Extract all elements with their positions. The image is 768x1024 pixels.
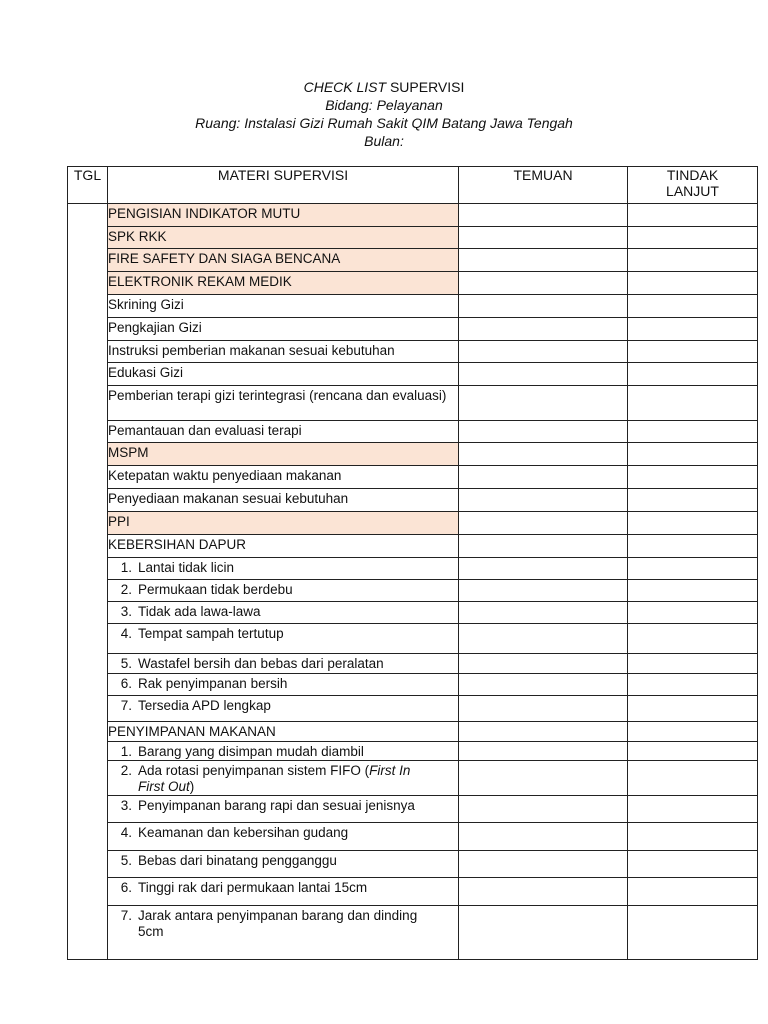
temuan-cell[interactable]	[459, 466, 628, 489]
table-row	[68, 696, 758, 722]
tindak-lanjut-cell[interactable]	[628, 624, 758, 654]
temuan-cell[interactable]	[459, 249, 628, 272]
temuan-cell[interactable]	[459, 227, 628, 249]
ruang-line: Ruang: Instalasi Gizi Rumah Sakit QIM Batang Jawa Tengah	[195, 115, 573, 131]
temuan-cell[interactable]	[459, 906, 628, 960]
materi-cell	[108, 878, 459, 906]
item-number: 5.	[120, 656, 132, 671]
item-label: Skrining Gizi	[108, 297, 184, 312]
tindak-lanjut-cell[interactable]	[628, 878, 758, 906]
materi-cell	[108, 466, 459, 489]
temuan-cell[interactable]	[459, 272, 628, 295]
temuan-cell[interactable]	[459, 624, 628, 654]
temuan-cell[interactable]	[459, 654, 628, 674]
temuan-cell[interactable]	[459, 580, 628, 602]
table-row	[68, 363, 758, 386]
item-label: Ada rotasi penyimpanan sistem FIFO (First In First Out)	[138, 763, 411, 794]
item-label: Barang yang disimpan mudah diambil	[138, 744, 364, 759]
table-row	[68, 489, 758, 512]
temuan-cell[interactable]	[459, 512, 628, 535]
temuan-cell[interactable]	[459, 386, 628, 421]
item-label: Tersedia APD lengkap	[138, 698, 271, 713]
temuan-cell[interactable]	[459, 878, 628, 906]
materi-cell	[108, 204, 459, 227]
table-row	[68, 272, 758, 295]
table-row	[68, 722, 758, 742]
bidang-line: Bidang: Pelayanan	[325, 97, 443, 113]
item-label: Penyimpanan barang rapi dan sesuai jenisnya	[138, 798, 415, 813]
table-row	[68, 761, 758, 796]
tindak-lanjut-cell[interactable]	[628, 742, 758, 761]
item-number: 1.	[120, 560, 132, 575]
column-header-temuan: TEMUAN	[459, 167, 628, 204]
tindak-lanjut-cell[interactable]	[628, 696, 758, 722]
materi-cell	[108, 674, 459, 696]
item-label: PENYIMPANAN MAKANAN	[108, 724, 276, 739]
document-header	[0, 78, 768, 150]
tindak-lanjut-cell[interactable]	[628, 204, 758, 227]
item-label: MSPM	[108, 445, 149, 460]
materi-cell	[108, 227, 459, 249]
table-row	[68, 512, 758, 535]
table-row	[68, 742, 758, 761]
materi-cell	[108, 580, 459, 602]
temuan-cell[interactable]	[459, 796, 628, 823]
tindak-lanjut-cell[interactable]	[628, 295, 758, 318]
materi-cell	[108, 742, 459, 761]
tindak-lanjut-cell[interactable]	[628, 602, 758, 624]
materi-cell	[108, 363, 459, 386]
tindak-lanjut-cell[interactable]	[628, 906, 758, 960]
materi-cell	[108, 272, 459, 295]
tindak-lanjut-cell[interactable]	[628, 249, 758, 272]
table-row	[68, 558, 758, 580]
item-label: Edukasi Gizi	[108, 365, 184, 380]
materi-cell	[108, 535, 459, 558]
table-row	[68, 386, 758, 421]
table-row	[68, 906, 758, 960]
temuan-cell[interactable]	[459, 558, 628, 580]
table-row	[68, 421, 758, 443]
temuan-cell[interactable]	[459, 535, 628, 558]
temuan-cell[interactable]	[459, 823, 628, 851]
item-number: 6.	[120, 676, 132, 691]
materi-cell	[108, 443, 459, 466]
tindak-lanjut-cell[interactable]	[628, 386, 758, 421]
item-label: Pengkajian Gizi	[108, 320, 202, 335]
tindak-lanjut-cell[interactable]	[628, 761, 758, 796]
item-label-italic: First In First Out	[138, 763, 411, 794]
item-label: Jarak antara penyimpanan barang dan dinding 5cm	[138, 908, 418, 939]
table-row	[68, 249, 758, 272]
materi-cell	[108, 558, 459, 580]
table-header-row	[68, 167, 758, 204]
item-label: Bebas dari binatang pengganggu	[138, 853, 337, 868]
table-row	[68, 796, 758, 823]
materi-cell	[108, 823, 459, 851]
materi-cell	[108, 851, 459, 878]
item-label: PPI	[108, 514, 130, 529]
materi-cell	[108, 906, 459, 960]
item-number: 7.	[120, 908, 132, 923]
table-row	[68, 580, 758, 602]
item-number: 3.	[120, 798, 132, 813]
materi-cell	[108, 421, 459, 443]
temuan-cell[interactable]	[459, 318, 628, 341]
temuan-cell[interactable]	[459, 363, 628, 386]
item-number: 4.	[120, 626, 132, 641]
bulan-line: Bulan:	[364, 133, 404, 149]
tindak-lanjut-cell[interactable]	[628, 512, 758, 535]
materi-cell	[108, 796, 459, 823]
item-label: Keamanan dan kebersihan gudang	[138, 825, 349, 840]
table-row	[68, 624, 758, 654]
tindak-lanjut-cell[interactable]	[628, 341, 758, 363]
item-label: FIRE SAFETY DAN SIAGA BENCANA	[108, 251, 341, 266]
tindak-lanjut-cell[interactable]	[628, 674, 758, 696]
column-header-tgl: TGL	[68, 167, 108, 204]
temuan-cell[interactable]	[459, 204, 628, 227]
column-header-tindak-lanjut: TINDAK LANJUT	[628, 167, 758, 204]
materi-cell	[108, 249, 459, 272]
item-label: Tempat sampah tertutup	[138, 626, 284, 641]
table-row	[68, 295, 758, 318]
item-label: Ketepatan waktu penyediaan makanan	[108, 468, 342, 483]
item-number: 6.	[120, 880, 132, 895]
table-row	[68, 654, 758, 674]
tgl-cell[interactable]	[68, 204, 108, 960]
tindak-lanjut-cell[interactable]	[628, 580, 758, 602]
tindak-lanjut-cell[interactable]	[628, 535, 758, 558]
item-label: Pemberian terapi gizi terintegrasi (rencana dan evaluasi)	[108, 388, 447, 403]
item-label: Penyediaan makanan sesuai kebutuhan	[108, 491, 349, 506]
item-number: 5.	[120, 853, 132, 868]
item-number: 4.	[120, 825, 132, 840]
temuan-cell[interactable]	[459, 341, 628, 363]
tindak-lanjut-cell[interactable]	[628, 489, 758, 512]
tindak-lanjut-cell[interactable]	[628, 272, 758, 295]
temuan-cell[interactable]	[459, 674, 628, 696]
item-label: KEBERSIHAN DAPUR	[108, 537, 247, 552]
item-number: 2.	[120, 582, 132, 597]
tindak-lanjut-cell[interactable]	[628, 421, 758, 443]
materi-cell	[108, 512, 459, 535]
tindak-lanjut-cell[interactable]	[628, 227, 758, 249]
item-label: Lantai tidak licin	[138, 560, 235, 575]
table-row	[68, 227, 758, 249]
table-row	[68, 851, 758, 878]
table-row	[68, 341, 758, 363]
tindak-lanjut-cell[interactable]	[628, 558, 758, 580]
item-label: Pemantauan dan evaluasi terapi	[108, 423, 302, 438]
materi-cell	[108, 295, 459, 318]
materi-cell	[108, 696, 459, 722]
table-row	[68, 674, 758, 696]
materi-cell	[108, 386, 459, 421]
materi-cell	[108, 624, 459, 654]
item-number: 2.	[120, 763, 132, 778]
table-row	[68, 535, 758, 558]
tindak-lanjut-cell[interactable]	[628, 823, 758, 851]
materi-cell	[108, 489, 459, 512]
tindak-lanjut-cell[interactable]	[628, 318, 758, 341]
materi-cell	[108, 602, 459, 624]
temuan-cell[interactable]	[459, 851, 628, 878]
table-row	[68, 602, 758, 624]
tindak-lanjut-cell[interactable]	[628, 851, 758, 878]
item-label: Tidak ada lawa-lawa	[138, 604, 261, 619]
temuan-cell[interactable]	[459, 722, 628, 742]
temuan-cell[interactable]	[459, 489, 628, 512]
tindak-lanjut-cell[interactable]	[628, 363, 758, 386]
materi-cell	[108, 341, 459, 363]
table-row	[68, 466, 758, 489]
temuan-cell[interactable]	[459, 696, 628, 722]
column-header-materi: MATERI SUPERVISI	[108, 167, 459, 204]
tindak-lanjut-cell[interactable]	[628, 722, 758, 742]
title-italic-part: CHECK LIST	[303, 79, 387, 95]
tindak-lanjut-cell[interactable]	[628, 654, 758, 674]
item-label: ELEKTRONIK REKAM MEDIK	[108, 274, 292, 289]
item-label: Wastafel bersih dan bebas dari peralatan	[138, 656, 384, 671]
tindak-lanjut-cell[interactable]	[628, 443, 758, 466]
item-number: 3.	[120, 604, 132, 619]
document-title	[0, 78, 768, 96]
tindak-lanjut-cell[interactable]	[628, 466, 758, 489]
temuan-cell[interactable]	[459, 295, 628, 318]
item-label: PENGISIAN INDIKATOR MUTU	[108, 206, 301, 221]
item-label: Permukaan tidak berdebu	[138, 582, 293, 597]
materi-cell	[108, 654, 459, 674]
title-rest-part: SUPERVISI	[386, 79, 465, 95]
supervision-checklist-table	[67, 166, 758, 960]
temuan-cell[interactable]	[459, 742, 628, 761]
materi-cell	[108, 318, 459, 341]
temuan-cell[interactable]	[459, 421, 628, 443]
materi-cell	[108, 722, 459, 742]
item-label: Tinggi rak dari permukaan lantai 15cm	[138, 880, 368, 895]
item-number: 7.	[120, 698, 132, 713]
materi-cell	[108, 761, 459, 796]
temuan-cell[interactable]	[459, 443, 628, 466]
item-number: 1.	[120, 744, 132, 759]
table-row	[68, 204, 758, 227]
tindak-lanjut-cell[interactable]	[628, 796, 758, 823]
item-label: Instruksi pemberian makanan sesuai kebutuhan	[108, 343, 395, 358]
table-row	[68, 878, 758, 906]
table-row	[68, 443, 758, 466]
table-row	[68, 823, 758, 851]
temuan-cell[interactable]	[459, 602, 628, 624]
temuan-cell[interactable]	[459, 761, 628, 796]
item-label: SPK RKK	[108, 229, 167, 244]
item-label: Rak penyimpanan bersih	[138, 676, 288, 691]
table-row	[68, 318, 758, 341]
